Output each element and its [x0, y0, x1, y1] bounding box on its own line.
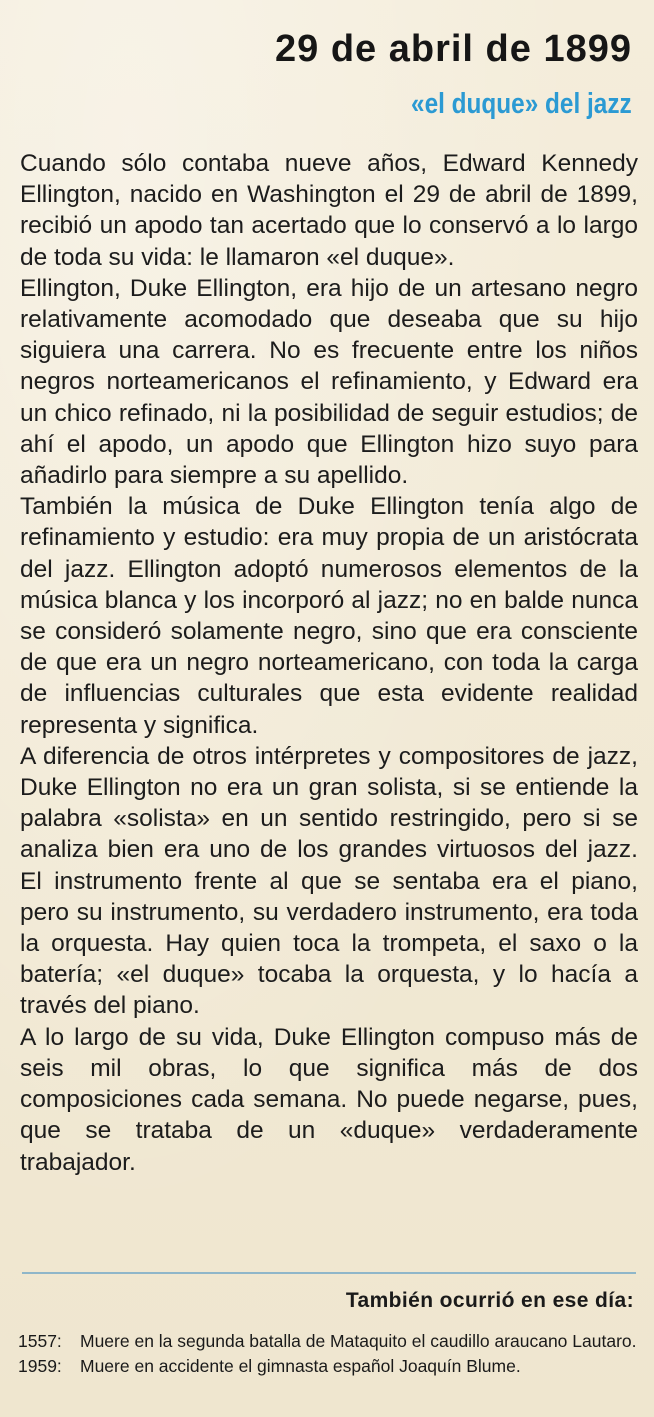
- article-paragraph: A lo largo de su vida, Duke Ellington compuso más de seis mil obras, lo que significa más de dos composiciones cada semana. No puede negarse, pues, que se trataba de un «duque» verdaderamente trabajador.: [20, 1023, 638, 1176]
- events-header: También ocurrió en ese día:: [345, 1289, 634, 1312]
- article-paragraph: Cuando sólo contaba nueve años, Edward Kennedy Ellington, nacido en Washington el 29 de abril de 1899, recibió un apodo tan acertado que lo conservó a lo largo de toda su vida: le llamaron «el duque».: [20, 150, 638, 271]
- event-text: Muere en la segunda batalla de Mataquito el caudillo araucano Lautaro.: [80, 1331, 637, 1351]
- article-paragraph: A diferencia de otros intérpretes y compositores de jazz, Duke Ellington no era un gran solista, si se entiende la palabra «solista» en un sentido restringido, pero si se analiza bien era uno de los grandes virtuosos del jazz. El instrumento frente al que se sentaba era el piano, pero su instrumento, su verdadero instrumento, era toda la orquesta. Hay quien toca la trompeta, el saxo o la batería; «el duque» tocaba la orquesta, y lo hacía a través del piano.: [20, 742, 638, 1020]
- article-body: [20, 148, 638, 1178]
- page-title-date: 29 de abril de 1899: [275, 28, 632, 70]
- article-paragraph: Ellington, Duke Ellington, era hijo de un artesano negro relativamente acomodado que deseaba que su hijo siguiera una carrera. No es frecuente entre los niños negros norteamericanos el refinamiento, y Edward era un chico refinado, ni la posibilidad de seguir estudios; de ahí el apodo, un apodo que Ellington hizo suyo para añadirlo para siempre a su apellido.: [20, 274, 638, 490]
- event-year: 1557:: [18, 1331, 62, 1351]
- page-subtitle: «el duque» del jazz: [411, 88, 632, 120]
- events-list: [18, 1330, 640, 1380]
- event-year: 1959:: [18, 1356, 62, 1376]
- event-item: [18, 1330, 640, 1353]
- event-text: Muere en accidente el gimnasta español Joaquín Blume.: [80, 1356, 521, 1376]
- section-divider: [22, 1272, 636, 1274]
- event-item: [18, 1355, 640, 1378]
- article-paragraph: También la música de Duke Ellington tenía algo de refinamiento y estudio: era muy propia de un aristócrata del jazz. Ellington adoptó numerosos elementos de la música blanca y los incorporó al jazz; no en balde nunca se consideró solamente negro, sino que era consciente de que era un negro norteamericano, con toda la carga de influencias culturales que esta evidente realidad representa y significa.: [20, 493, 638, 739]
